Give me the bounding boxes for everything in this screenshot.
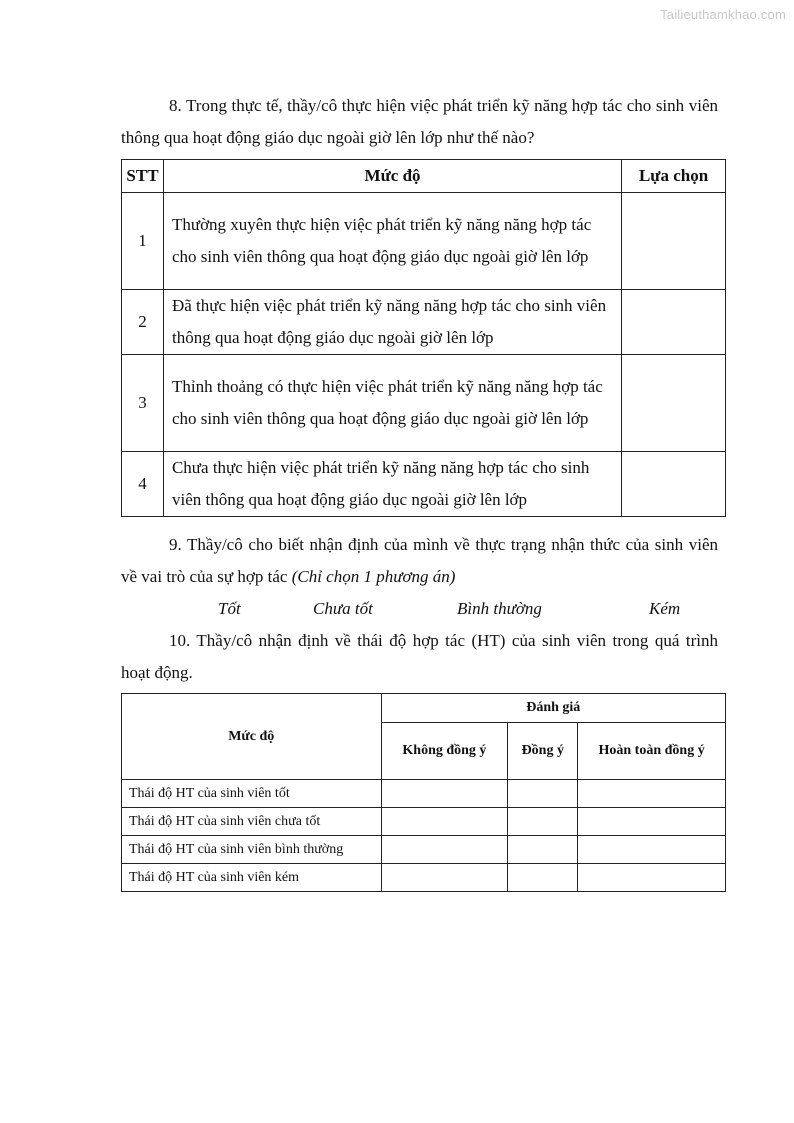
table-header-row (122, 160, 726, 193)
answer-cell[interactable] (578, 864, 726, 892)
row-label: Thái độ HT của sinh viên bình thường (122, 836, 382, 864)
answer-cell[interactable] (381, 808, 508, 836)
table-row (122, 780, 726, 808)
attitude-table (121, 693, 726, 892)
table-row (122, 193, 726, 290)
option-poor[interactable]: Kém (649, 599, 681, 618)
table-row (122, 864, 726, 892)
answer-cell[interactable] (508, 836, 578, 864)
answer-cell[interactable] (578, 808, 726, 836)
answer-cell[interactable] (508, 864, 578, 892)
row-description: Thỉnh thoảng có thực hiện việc phát triển kỹ năng năng hợp tác cho sinh viên thông qua hoạt động giáo dục ngoài giờ lên lớp (163, 355, 621, 452)
table-row (122, 808, 726, 836)
row-number: 1 (122, 193, 164, 290)
choice-cell[interactable] (622, 193, 726, 290)
answer-cell[interactable] (381, 836, 508, 864)
header-evaluation: Đánh giá (381, 694, 725, 723)
header-strongly-agree: Hoàn toàn đồng ý (578, 723, 726, 780)
row-description: Chưa thực hiện việc phát triển kỹ năng năng hợp tác cho sinh viên thông qua hoạt động giáo dục ngoài giờ lên lớp (163, 452, 621, 517)
row-description: Đã thực hiện việc phát triển kỹ năng năng hợp tác cho sinh viên thông qua hoạt động giáo dục ngoài giờ lên lớp (163, 290, 621, 355)
table-header-row (122, 694, 726, 723)
row-label: Thái độ HT của sinh viên kém (122, 864, 382, 892)
header-level: Mức độ (122, 694, 382, 780)
row-label: Thái độ HT của sinh viên chưa tốt (122, 808, 382, 836)
table-row (122, 452, 726, 517)
header-stt: STT (122, 160, 164, 193)
question-9 (121, 529, 718, 593)
row-number: 2 (122, 290, 164, 355)
answer-cell[interactable] (381, 780, 508, 808)
table-row (122, 836, 726, 864)
row-description: Thường xuyên thực hiện việc phát triển kỹ năng năng hợp tác cho sinh viên thông qua hoạt động giáo dục ngoài giờ lên lớp (163, 193, 621, 290)
option-good[interactable]: Tốt (218, 599, 241, 618)
header-level: Mức độ (163, 160, 621, 193)
choice-cell[interactable] (622, 452, 726, 517)
row-number: 4 (122, 452, 164, 517)
practice-level-table (121, 159, 726, 517)
answer-cell[interactable] (578, 836, 726, 864)
answer-cell[interactable] (508, 808, 578, 836)
answer-cell[interactable] (578, 780, 726, 808)
question-10: 10. Thầy/cô nhận định về thái độ hợp tác (HT) của sinh viên trong quá trình hoạt động. (121, 631, 718, 682)
row-label: Thái độ HT của sinh viên tốt (122, 780, 382, 808)
row-number: 3 (122, 355, 164, 452)
answer-cell[interactable] (381, 864, 508, 892)
question-8: 8. Trong thực tế, thầy/cô thực hiện việc phát triển kỹ năng hợp tác cho sinh viên thông qua hoạt động giáo dục ngoài giờ lên lớp như thế nào? (121, 96, 718, 147)
choice-cell[interactable] (622, 355, 726, 452)
answer-options (121, 593, 718, 625)
question-9-text: 9. Thầy/cô cho biết nhận định của mình về thực trạng nhận thức của sinh viên về vai trò của sự hợp tác (121, 535, 718, 586)
table-row (122, 290, 726, 355)
option-normal[interactable]: Bình thường (457, 599, 542, 618)
choice-cell[interactable] (622, 290, 726, 355)
option-not-good[interactable]: Chưa tốt (313, 599, 373, 618)
question-9-note: (Chỉ chọn 1 phương án) (291, 567, 456, 586)
header-disagree: Không đồng ý (381, 723, 508, 780)
header-agree: Đồng ý (508, 723, 578, 780)
watermark: Tailieuthamkhao.com (660, 7, 786, 22)
table-row (122, 355, 726, 452)
answer-cell[interactable] (508, 780, 578, 808)
header-choice: Lựa chọn (622, 160, 726, 193)
